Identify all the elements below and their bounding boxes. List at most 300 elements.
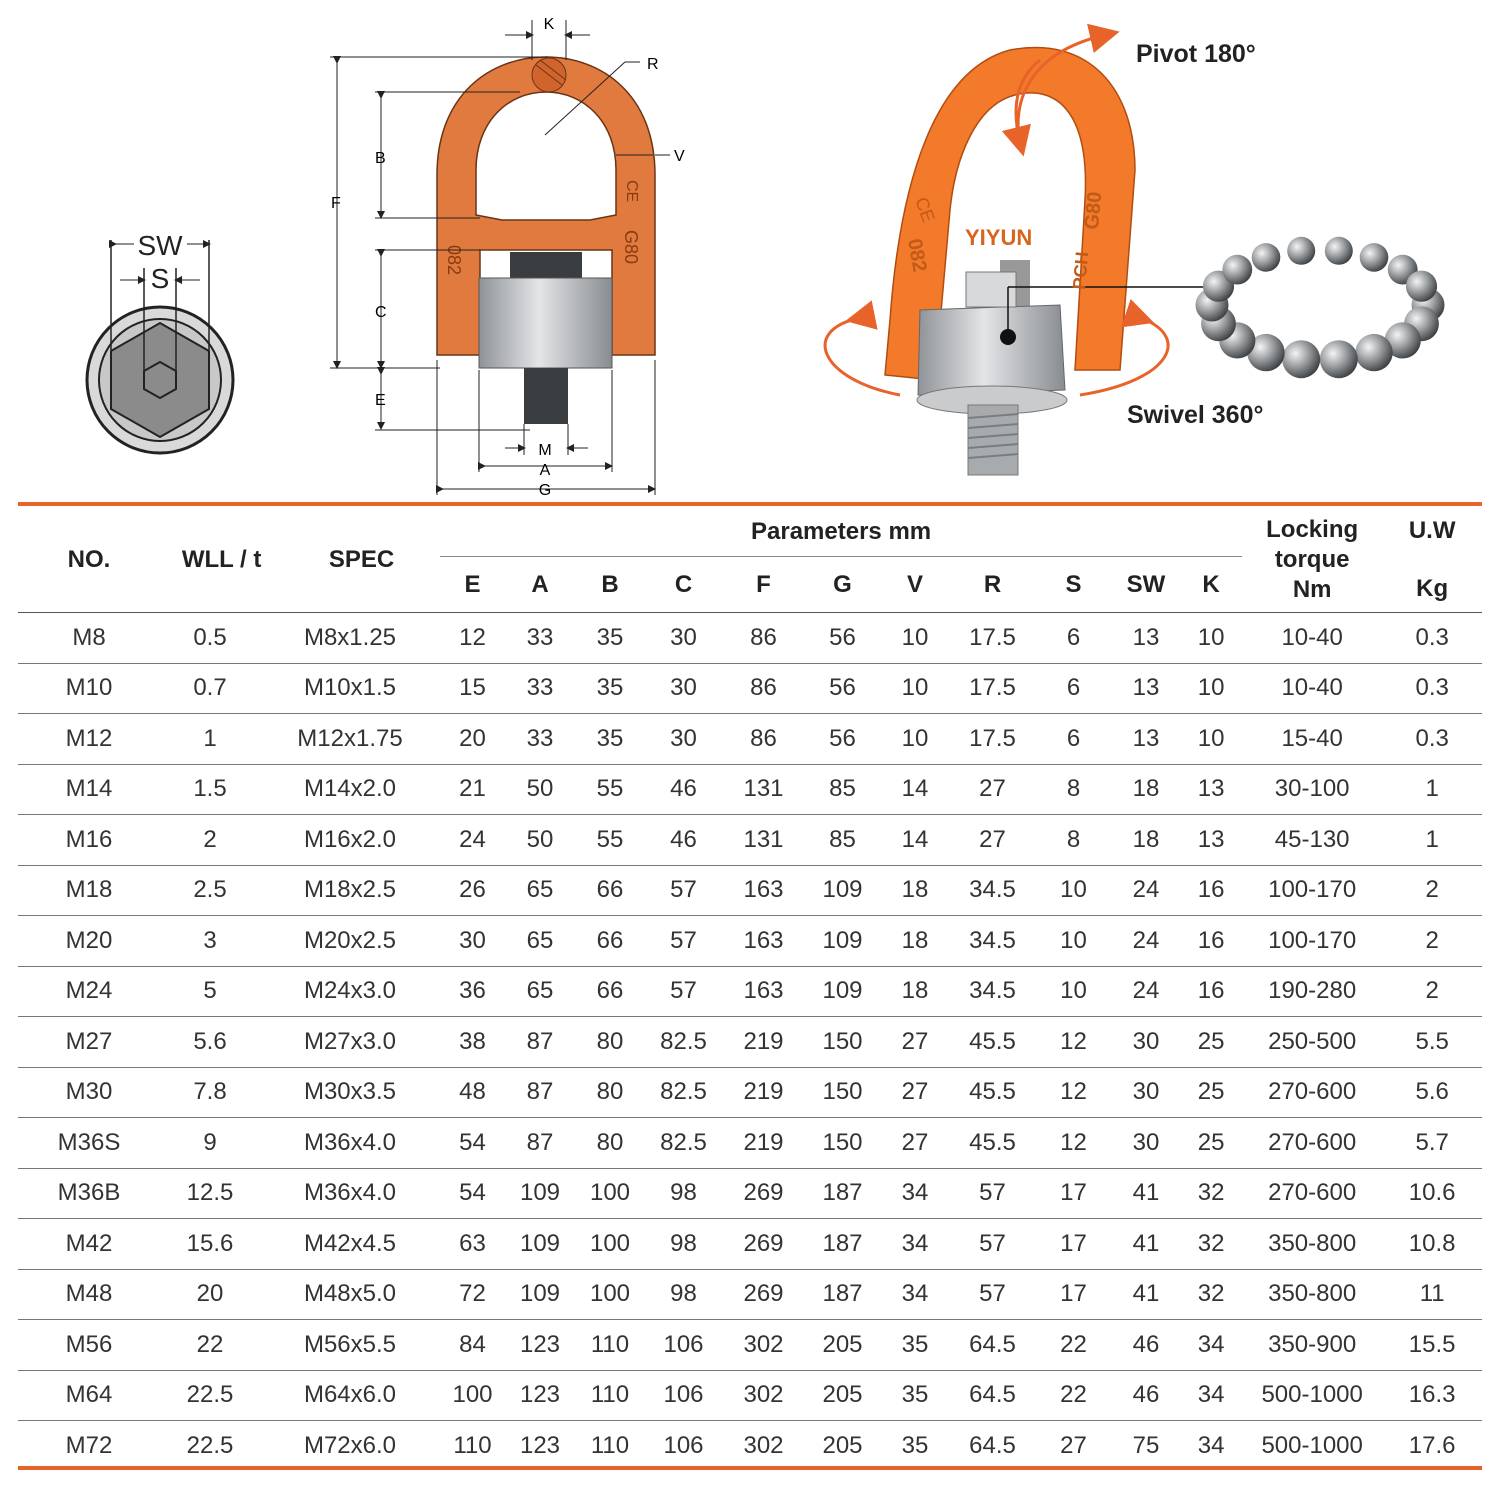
table-cell: 34.5 <box>950 865 1035 916</box>
table-cell: 17 <box>1035 1269 1112 1320</box>
table-cell: 18 <box>1112 815 1180 866</box>
table-cell: 41 <box>1112 1168 1180 1219</box>
table-cell: M18x2.5 <box>260 865 440 916</box>
table-cell: 10 <box>880 714 950 765</box>
table-cell: 34.5 <box>950 916 1035 967</box>
table-cell: 27 <box>880 1118 950 1169</box>
table-cell: 17 <box>1035 1168 1112 1219</box>
table-cell: 500-1000 <box>1242 1370 1382 1421</box>
header-param-k: K <box>1202 570 1220 598</box>
table-cell: 6 <box>1035 613 1112 664</box>
table-cell: 3 <box>160 916 260 967</box>
table-cell: 33 <box>505 613 575 664</box>
pivot-label: Pivot 180° <box>1136 40 1256 68</box>
table-cell: 11 <box>1382 1269 1482 1320</box>
table-row <box>18 1219 1482 1270</box>
table-cell: 22 <box>1035 1370 1112 1421</box>
table-cell: 30 <box>1112 1017 1180 1068</box>
table-cell: 1 <box>160 714 260 765</box>
header-parameters: Parameters mm <box>440 508 1242 557</box>
table-cell: 10 <box>1180 613 1242 664</box>
table-cell: 219 <box>722 1017 805 1068</box>
table-cell: 6 <box>1035 714 1112 765</box>
table-cell: 10-40 <box>1242 663 1382 714</box>
table-body <box>18 613 1482 1471</box>
table-row <box>18 1370 1482 1421</box>
table-cell: M56x5.5 <box>260 1320 440 1371</box>
table-cell: 106 <box>645 1320 722 1371</box>
table-cell: M12x1.75 <box>260 714 440 765</box>
table-cell: 25 <box>1180 1118 1242 1169</box>
table-cell: 17.6 <box>1382 1421 1482 1471</box>
table-cell: 27 <box>950 815 1035 866</box>
table-cell: 0.5 <box>160 613 260 664</box>
table-cell: 48 <box>440 1067 505 1118</box>
table-cell: 10 <box>1180 663 1242 714</box>
table-cell: 98 <box>645 1168 722 1219</box>
table-cell: 87 <box>505 1017 575 1068</box>
table-cell: 109 <box>505 1269 575 1320</box>
table-row <box>18 1421 1482 1471</box>
ring-mark-right: G80 <box>621 230 641 265</box>
product-figure <box>0 0 1500 500</box>
table-cell: 109 <box>805 865 880 916</box>
table-cell: M36x4.0 <box>260 1118 440 1169</box>
table-cell: 86 <box>722 714 805 765</box>
table-cell: 302 <box>722 1421 805 1471</box>
table-cell: 24 <box>440 815 505 866</box>
table-cell: 22 <box>160 1320 260 1371</box>
table-cell: 270-600 <box>1242 1168 1382 1219</box>
table-cell: 66 <box>575 916 645 967</box>
table-cell: 13 <box>1180 764 1242 815</box>
table-cell: 0.3 <box>1382 714 1482 765</box>
table-cell: 85 <box>805 815 880 866</box>
table-cell: 34 <box>1180 1421 1242 1471</box>
table-cell: 2 <box>160 815 260 866</box>
table-cell: 100-170 <box>1242 916 1382 967</box>
table-cell: M10 <box>18 663 160 714</box>
table-cell: M27 <box>18 1017 160 1068</box>
table-cell: 10 <box>1180 714 1242 765</box>
table-cell: 270-600 <box>1242 1118 1382 1169</box>
table-cell: 22.5 <box>160 1370 260 1421</box>
table-cell: 15-40 <box>1242 714 1382 765</box>
table-cell: 30 <box>645 714 722 765</box>
table-cell: 64.5 <box>950 1421 1035 1471</box>
table-cell: 100 <box>575 1168 645 1219</box>
table-cell: 12.5 <box>160 1168 260 1219</box>
table-cell: 72 <box>440 1269 505 1320</box>
table-cell: 187 <box>805 1269 880 1320</box>
header-locking-l1: Locking <box>1266 516 1359 543</box>
table-cell: 56 <box>805 714 880 765</box>
header-uw-l1: U.W <box>1408 517 1456 544</box>
photo-right-mark: G80 <box>1081 190 1107 231</box>
header-param-a: A <box>531 570 549 598</box>
table-cell: 27 <box>1035 1421 1112 1471</box>
header-spec-text: SPEC <box>328 546 395 573</box>
table-cell: 25 <box>1180 1067 1242 1118</box>
table-cell: 34 <box>880 1219 950 1270</box>
header-param-v: V <box>906 570 923 598</box>
table-cell: M14 <box>18 764 160 815</box>
header-wll-text: WLL / t <box>181 546 262 573</box>
bearing-ball <box>1325 237 1353 265</box>
dim-b: B <box>375 150 386 167</box>
table-cell: 10 <box>880 663 950 714</box>
table-cell: 35 <box>575 663 645 714</box>
table-cell: 163 <box>722 966 805 1017</box>
table-cell: 35 <box>575 714 645 765</box>
table-cell: 20 <box>160 1269 260 1320</box>
table-cell: 205 <box>805 1320 880 1371</box>
header-param-r: R <box>983 570 1002 598</box>
table-cell: 41 <box>1112 1219 1180 1270</box>
table-cell: 30 <box>645 663 722 714</box>
table-cell: 5.7 <box>1382 1118 1482 1169</box>
table-cell: 270-600 <box>1242 1067 1382 1118</box>
table-cell: 13 <box>1112 613 1180 664</box>
table-row <box>18 865 1482 916</box>
table-cell: 24 <box>1112 916 1180 967</box>
table-cell: M16x2.0 <box>260 815 440 866</box>
table-cell: 65 <box>505 966 575 1017</box>
table-cell: 30 <box>1112 1067 1180 1118</box>
table-cell: 10 <box>1035 865 1112 916</box>
table-cell: 0.3 <box>1382 613 1482 664</box>
table-row <box>18 613 1482 664</box>
table-cell: 86 <box>722 613 805 664</box>
table-cell: M12 <box>18 714 160 765</box>
table-cell: 13 <box>1112 663 1180 714</box>
table-cell: 5.6 <box>160 1017 260 1068</box>
table-cell: 302 <box>722 1370 805 1421</box>
table-cell: 10.6 <box>1382 1168 1482 1219</box>
table-cell: 34 <box>1180 1320 1242 1371</box>
table-cell: 106 <box>645 1421 722 1471</box>
header-param-b: B <box>601 570 619 598</box>
table-cell: 35 <box>880 1370 950 1421</box>
header-locking-torque <box>1242 508 1382 613</box>
table-cell: 82.5 <box>645 1017 722 1068</box>
header-param-c: C <box>674 570 693 598</box>
table-cell: M16 <box>18 815 160 866</box>
table-cell: 100 <box>575 1219 645 1270</box>
photo-ce-mark: CE <box>911 194 939 225</box>
table-cell: 66 <box>575 966 645 1017</box>
table-cell: 55 <box>575 815 645 866</box>
bearing-ball <box>1282 340 1320 378</box>
table-cell: 84 <box>440 1320 505 1371</box>
table-cell: M48 <box>18 1269 160 1320</box>
table-cell: 86 <box>722 663 805 714</box>
table-cell: 34.5 <box>950 966 1035 1017</box>
table-cell: M18 <box>18 865 160 916</box>
photo-left-mark: 082 <box>903 237 931 274</box>
dim-g: G <box>538 482 552 499</box>
dim-m: M <box>538 442 552 459</box>
table-cell: 10 <box>1035 966 1112 1017</box>
photo-side-mark: PCH <box>1069 250 1093 291</box>
bearing-ball <box>1355 334 1392 371</box>
bearing-ball <box>1252 243 1281 272</box>
table-cell: 38 <box>440 1017 505 1068</box>
table-cell: 35 <box>575 613 645 664</box>
table-cell: 8 <box>1035 764 1112 815</box>
ball-bearing-ring <box>1196 237 1445 378</box>
table-cell: 110 <box>575 1421 645 1471</box>
dim-c: C <box>375 304 387 321</box>
table-cell: M36S <box>18 1118 160 1169</box>
header-param-f: F <box>756 570 771 598</box>
table-cell: 35 <box>880 1421 950 1471</box>
table-cell: 1 <box>1382 764 1482 815</box>
header-locking-l2: torque <box>1274 546 1350 573</box>
swivel-label: Swivel 360° <box>1127 401 1264 429</box>
bearing-ball <box>1222 255 1252 285</box>
table-cell: 22 <box>1035 1320 1112 1371</box>
dim-a: A <box>539 462 551 479</box>
table-cell: 10.8 <box>1382 1219 1482 1270</box>
table-cell: M8x1.25 <box>260 613 440 664</box>
header-wll <box>160 508 440 613</box>
table-cell: 150 <box>805 1017 880 1068</box>
table-cell: 1 <box>1382 815 1482 866</box>
table-cell: 75 <box>1112 1421 1180 1471</box>
table-cell: 57 <box>950 1219 1035 1270</box>
table-cell: 17.5 <box>950 613 1035 664</box>
bearing-ball <box>1406 271 1437 302</box>
table-cell: 190-280 <box>1242 966 1382 1017</box>
table-cell: 36 <box>440 966 505 1017</box>
table-cell: 250-500 <box>1242 1017 1382 1068</box>
table-cell: 27 <box>880 1067 950 1118</box>
table-cell: 24 <box>1112 966 1180 1017</box>
table-cell: 85 <box>805 764 880 815</box>
table-cell: 350-800 <box>1242 1269 1382 1320</box>
table-cell: 33 <box>505 714 575 765</box>
top-accent-rule <box>18 502 1482 506</box>
table-cell: 17.5 <box>950 714 1035 765</box>
table-cell: 18 <box>880 916 950 967</box>
table-cell: 87 <box>505 1067 575 1118</box>
table-cell: 15 <box>440 663 505 714</box>
table-cell: 45-130 <box>1242 815 1382 866</box>
table-row <box>18 1269 1482 1320</box>
table-row <box>18 1168 1482 1219</box>
table-cell: 110 <box>575 1370 645 1421</box>
table-cell: 56 <box>805 613 880 664</box>
table-cell: 21 <box>440 764 505 815</box>
table-cell: 12 <box>1035 1067 1112 1118</box>
table-cell: 109 <box>505 1219 575 1270</box>
table-cell: 187 <box>805 1168 880 1219</box>
sw-label: SW <box>137 230 183 261</box>
table-row <box>18 966 1482 1017</box>
hex-socket-view <box>87 230 233 453</box>
table-cell: 45.5 <box>950 1118 1035 1169</box>
bottom-accent-rule <box>18 1466 1482 1470</box>
table-cell: 302 <box>722 1320 805 1371</box>
table-cell: 45.5 <box>950 1067 1035 1118</box>
table-cell: 14 <box>880 764 950 815</box>
table-cell: M24 <box>18 966 160 1017</box>
figure-svg <box>0 0 1500 500</box>
table-cell: 18 <box>1112 764 1180 815</box>
table-cell: 123 <box>505 1370 575 1421</box>
table-cell: 46 <box>1112 1370 1180 1421</box>
table-cell: 26 <box>440 865 505 916</box>
table-cell: M30x3.5 <box>260 1067 440 1118</box>
table-cell: 13 <box>1180 815 1242 866</box>
table-cell: 46 <box>645 764 722 815</box>
table-cell: M72 <box>18 1421 160 1471</box>
table-cell: 131 <box>722 815 805 866</box>
dim-k: K <box>543 16 555 33</box>
table-cell: 65 <box>505 865 575 916</box>
table-cell: 50 <box>505 815 575 866</box>
header-locking-l3: Nm <box>1292 576 1332 603</box>
table-cell: 80 <box>575 1017 645 1068</box>
table-cell: 109 <box>505 1168 575 1219</box>
table-cell: 163 <box>722 916 805 967</box>
table-cell: 32 <box>1180 1269 1242 1320</box>
table-cell: 12 <box>440 613 505 664</box>
table-cell: 131 <box>722 764 805 815</box>
table-cell: M10x1.5 <box>260 663 440 714</box>
table-row <box>18 764 1482 815</box>
table-cell: 34 <box>1180 1370 1242 1421</box>
table-cell: 269 <box>722 1219 805 1270</box>
table-cell: 98 <box>645 1219 722 1270</box>
table-cell: 1.5 <box>160 764 260 815</box>
header-param-g: G <box>833 570 852 598</box>
photo-brand: YIYUN <box>965 225 1033 250</box>
table-cell: 5.5 <box>1382 1017 1482 1068</box>
table-cell: 20 <box>440 714 505 765</box>
table-cell: M56 <box>18 1320 160 1371</box>
table-cell: 16 <box>1180 916 1242 967</box>
dim-f: F <box>331 195 341 212</box>
table-cell: 15.6 <box>160 1219 260 1270</box>
table-cell: M72x6.0 <box>260 1421 440 1471</box>
table-cell: 57 <box>950 1168 1035 1219</box>
table-cell: 45.5 <box>950 1017 1035 1068</box>
table-cell: 100 <box>440 1370 505 1421</box>
table-cell: 12 <box>1035 1017 1112 1068</box>
table-cell: 30 <box>645 613 722 664</box>
table-cell: 2 <box>1382 865 1482 916</box>
table-cell: 64.5 <box>950 1370 1035 1421</box>
table-cell: 80 <box>575 1067 645 1118</box>
table-cell: 18 <box>880 966 950 1017</box>
table-row <box>18 1017 1482 1068</box>
table-cell: 150 <box>805 1067 880 1118</box>
spec-table <box>18 508 1482 1471</box>
table-cell: 80 <box>575 1118 645 1169</box>
table-cell: M20 <box>18 916 160 967</box>
table-cell: 30 <box>440 916 505 967</box>
header-unit-weight <box>1382 508 1482 613</box>
table-cell: 17 <box>1035 1219 1112 1270</box>
table-cell: 12 <box>1035 1118 1112 1169</box>
table-cell: 55 <box>575 764 645 815</box>
table-cell: 5.6 <box>1382 1067 1482 1118</box>
table-cell: 15.5 <box>1382 1320 1482 1371</box>
table-cell: 7.8 <box>160 1067 260 1118</box>
table-row <box>18 1067 1482 1118</box>
table-cell: 54 <box>440 1118 505 1169</box>
table-cell: 10 <box>1035 916 1112 967</box>
table-cell: 82.5 <box>645 1067 722 1118</box>
dim-e: E <box>375 392 386 409</box>
table-cell: 269 <box>722 1269 805 1320</box>
table-cell: 46 <box>645 815 722 866</box>
table-cell: 82.5 <box>645 1118 722 1169</box>
table-cell: 16.3 <box>1382 1370 1482 1421</box>
header-param-s: S <box>1065 570 1082 598</box>
table-cell: M20x2.5 <box>260 916 440 967</box>
table-cell: 205 <box>805 1370 880 1421</box>
table-cell: 109 <box>805 966 880 1017</box>
table-cell: 109 <box>805 916 880 967</box>
table-cell: 100 <box>575 1269 645 1320</box>
header-param-sw: SW <box>1126 570 1166 598</box>
table-cell: 34 <box>880 1168 950 1219</box>
table-cell: 32 <box>1180 1168 1242 1219</box>
table-cell: M8 <box>18 613 160 664</box>
table-cell: 54 <box>440 1168 505 1219</box>
ring-mark-left: 082 <box>444 245 464 276</box>
table-cell: 110 <box>575 1320 645 1371</box>
table-cell: 2 <box>1382 916 1482 967</box>
table-cell: 8 <box>1035 815 1112 866</box>
table-cell: M27x3.0 <box>260 1017 440 1068</box>
table-cell: 24 <box>1112 865 1180 916</box>
table-cell: 41 <box>1112 1269 1180 1320</box>
table-cell: 0.7 <box>160 663 260 714</box>
header-no: NO. <box>67 546 111 573</box>
table-cell: 17.5 <box>950 663 1035 714</box>
table-row <box>18 1320 1482 1371</box>
table-cell: 350-900 <box>1242 1320 1382 1371</box>
ring-mark-ce: CE <box>623 180 640 203</box>
table-cell: 30-100 <box>1242 764 1382 815</box>
table-cell: 56 <box>805 663 880 714</box>
table-cell: M64 <box>18 1370 160 1421</box>
table-cell: 14 <box>880 815 950 866</box>
table-cell: 2 <box>1382 966 1482 1017</box>
table-cell: 65 <box>505 916 575 967</box>
table-cell: 46 <box>1112 1320 1180 1371</box>
table-cell: 106 <box>645 1370 722 1421</box>
table-cell: 33 <box>505 663 575 714</box>
table-row <box>18 663 1482 714</box>
table-cell: M36B <box>18 1168 160 1219</box>
table-cell: M24x3.0 <box>260 966 440 1017</box>
table-cell: M64x6.0 <box>260 1370 440 1421</box>
table-cell: 205 <box>805 1421 880 1471</box>
table-cell: 110 <box>440 1421 505 1471</box>
table-cell: 5 <box>160 966 260 1017</box>
table-cell: 219 <box>722 1118 805 1169</box>
table-cell: M42 <box>18 1219 160 1270</box>
header-uw-l2: Kg <box>1416 575 1449 602</box>
table-cell: 100-170 <box>1242 865 1382 916</box>
table-cell: M30 <box>18 1067 160 1118</box>
table-cell: 18 <box>880 865 950 916</box>
